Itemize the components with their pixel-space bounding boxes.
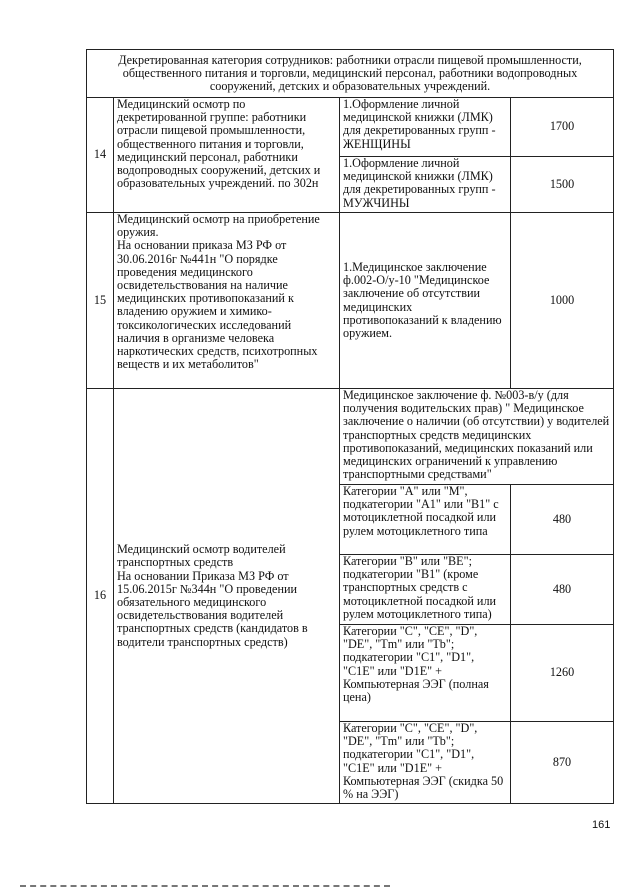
page-number: 161 [592,819,611,831]
service-price: 870 [511,722,614,804]
service-price: 1000 [511,213,614,389]
service-name: Категории "В" или "ВЕ"; подкатегории "В1" (кроме транспортных средств с мотоциклетной посадкой или рулем мотоциклетного типа) [340,555,511,625]
scan-artifact-line [20,885,390,887]
service-name: 1.Медицинское заключение ф.002-О/у-10 "Медицинское заключение об отсутствии медицинских противопоказаний к владению оружием. [340,213,511,389]
service-name: 1.Оформление личной медицинской книжки (ЛМК) для декретированных групп - ЖЕНЩИНЫ [340,98,511,157]
section-header: Декретированная категория сотрудников: работники отрасли пищевой промышленности, общественного питания и торговли, медицинский персонал, работники водопроводных сооружений, детских и образовательных учреждений. [87,50,614,98]
table-row [87,389,614,485]
service-group-header: Медицинское заключение ф. №003-в/у (для получения водительских прав) " Медицинское заключение о наличии (об отсутствии) у водителей транспортных средств медицинских противопоказаний, медицинских показаний или медицинских ограничений к управлению транспортными средствами" [340,389,614,485]
row-description: Медицинский осмотр на приобретение оружия. На основании приказа МЗ РФ от 30.06.2016г №441н "О порядке проведения медицинского освидетельствования на наличие медицинских противопоказаний к владению оружием и химико-токсикологических исследований наличия в организме человека наркотических средств, психотропных веществ и их метаболитов" [114,213,340,389]
table-row [87,98,614,157]
service-price: 1260 [511,625,614,722]
row-description-text: Медицинский осмотр по декретированной группе: работники отрасли пищевой промышленности, общественного питания и торговли, медицинский персонал, работники водопроводных сооружений, детских и образовательных учреждений. по 302н [117,97,321,191]
service-price: 480 [511,555,614,625]
price-table [86,49,614,804]
row-number: 16 [87,389,114,804]
table-row [87,213,614,389]
service-price: 480 [511,485,614,555]
service-price: 1500 [511,157,614,213]
row-description [114,98,340,213]
row-description: Медицинский осмотр водителей транспортных средств На основании Приказа МЗ РФ от 15.06.2015г №344н "О проведении обязательного медицинского освидетельствования водителей транспортных средств (кандидатов в водители транспортных средств) [114,389,340,804]
service-name: Категории "С", "СЕ", "D", "DE", "Tm" или "Tb"; подкатегории "С1", "D1", "С1Е" или "D1E" + Компьютерная ЭЭГ (скидка 50 % на ЭЭГ) [340,722,511,804]
row-number: 14 [87,98,114,213]
service-name: Категории "А" или "М", подкатегории "А1" или "В1" с мотоциклетной посадкой или рулем мотоциклетного типа [340,485,511,555]
service-price: 1700 [511,98,614,157]
service-name: Категории "С", "СЕ", "D", "DE", "Tm" или "Tb"; подкатегории "С1", "D1", "С1Е" или "D1E" + Компьютерная ЭЭГ (полная цена) [340,625,511,722]
section-header-row [87,50,614,98]
service-name: 1.Оформление личной медицинской книжки (ЛМК) для декретированных групп - МУЖЧИНЫ [340,157,511,213]
row-number: 15 [87,213,114,389]
